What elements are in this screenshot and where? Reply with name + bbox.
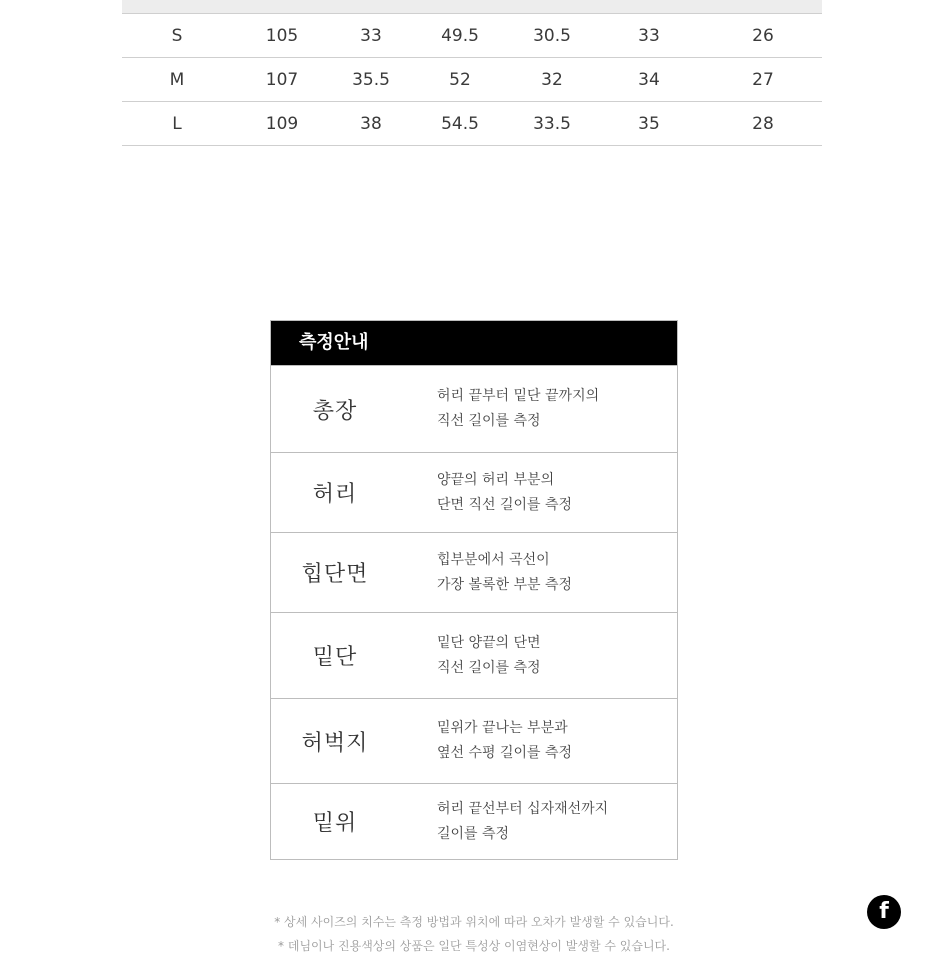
size-cell: 32 bbox=[510, 58, 594, 102]
guide-term: 허리 bbox=[312, 482, 358, 507]
size-label: L bbox=[122, 102, 232, 146]
size-cell: 33 bbox=[332, 14, 410, 58]
size-cell: 49.5 bbox=[410, 14, 510, 58]
guide-desc-line: 단면 직선 길이를 측정 bbox=[437, 496, 573, 513]
measurement-notes bbox=[0, 910, 948, 958]
size-cell: 35.5 bbox=[332, 58, 410, 102]
size-cell: 34 bbox=[594, 58, 704, 102]
size-cell: 38 bbox=[332, 102, 410, 146]
measurement-guide bbox=[270, 320, 678, 860]
guide-term: 힙단면 bbox=[301, 562, 369, 587]
size-cell: 33.5 bbox=[510, 102, 594, 146]
note-line: * 상세 사이즈의 치수는 측정 방법과 위치에 따라 오차가 발생할 수 있습니다. bbox=[274, 915, 674, 929]
size-cell: 109 bbox=[232, 102, 332, 146]
guide-row-hem bbox=[271, 612, 677, 698]
guide-desc-line: 길이를 측정 bbox=[437, 825, 510, 842]
facebook-icon: f bbox=[879, 899, 889, 924]
size-cell: 27 bbox=[704, 58, 822, 102]
guide-term: 밑위 bbox=[312, 811, 358, 836]
guide-title: 측정안내 bbox=[271, 321, 677, 365]
size-cell: 54.5 bbox=[410, 102, 510, 146]
guide-description bbox=[399, 613, 677, 698]
size-cell: 52 bbox=[410, 58, 510, 102]
guide-row-thigh bbox=[271, 698, 677, 783]
size-row-s bbox=[122, 14, 822, 58]
guide-desc-line: 직선 길이를 측정 bbox=[437, 413, 541, 429]
guide-desc-line: 힙부분에서 곡선이 bbox=[437, 551, 550, 568]
guide-desc-line: 밑단 양끝의 단면 bbox=[437, 634, 541, 651]
size-cell: 30.5 bbox=[510, 14, 594, 58]
guide-desc-line: 허리 끝부터 밑단 끝까지의 bbox=[437, 388, 600, 404]
note-line: * 데님이나 진용색상의 상품은 일단 특성상 이염현상이 발생할 수 있습니다. bbox=[278, 939, 670, 953]
guide-description bbox=[399, 366, 677, 452]
size-row-l bbox=[122, 102, 822, 146]
guide-row-rise bbox=[271, 783, 677, 859]
size-cell: 35 bbox=[594, 102, 704, 146]
guide-desc-line: 밑위가 끝나는 부분과 bbox=[437, 720, 568, 736]
guide-description bbox=[399, 784, 677, 859]
facebook-share-button[interactable] bbox=[867, 895, 901, 929]
size-cell: 33 bbox=[594, 14, 704, 58]
size-label: M bbox=[122, 58, 232, 102]
guide-desc-line: 가장 볼록한 부분 측정 bbox=[437, 576, 573, 593]
guide-row-total-length bbox=[271, 365, 677, 452]
guide-desc-line: 양끝의 허리 부분의 bbox=[437, 471, 555, 488]
guide-term: 밑단 bbox=[312, 645, 358, 670]
guide-row-hip bbox=[271, 532, 677, 612]
guide-desc-line: 옆선 수평 길이를 측정 bbox=[437, 745, 573, 761]
guide-term: 총장 bbox=[312, 398, 358, 424]
guide-desc-line: 허리 끝선부터 십자재선까지 bbox=[437, 800, 609, 817]
guide-desc-line: 직선 길이를 측정 bbox=[437, 659, 541, 676]
size-table-header-band bbox=[122, 0, 822, 14]
guide-description bbox=[399, 699, 677, 783]
size-cell: 28 bbox=[704, 102, 822, 146]
size-row-m bbox=[122, 58, 822, 102]
size-cell: 26 bbox=[704, 14, 822, 58]
guide-description bbox=[399, 453, 677, 532]
guide-term: 허벅지 bbox=[301, 730, 369, 756]
size-label: S bbox=[122, 14, 232, 58]
guide-description bbox=[399, 533, 677, 612]
guide-row-waist bbox=[271, 452, 677, 532]
size-table bbox=[122, 14, 822, 146]
size-cell: 105 bbox=[232, 14, 332, 58]
size-cell: 107 bbox=[232, 58, 332, 102]
